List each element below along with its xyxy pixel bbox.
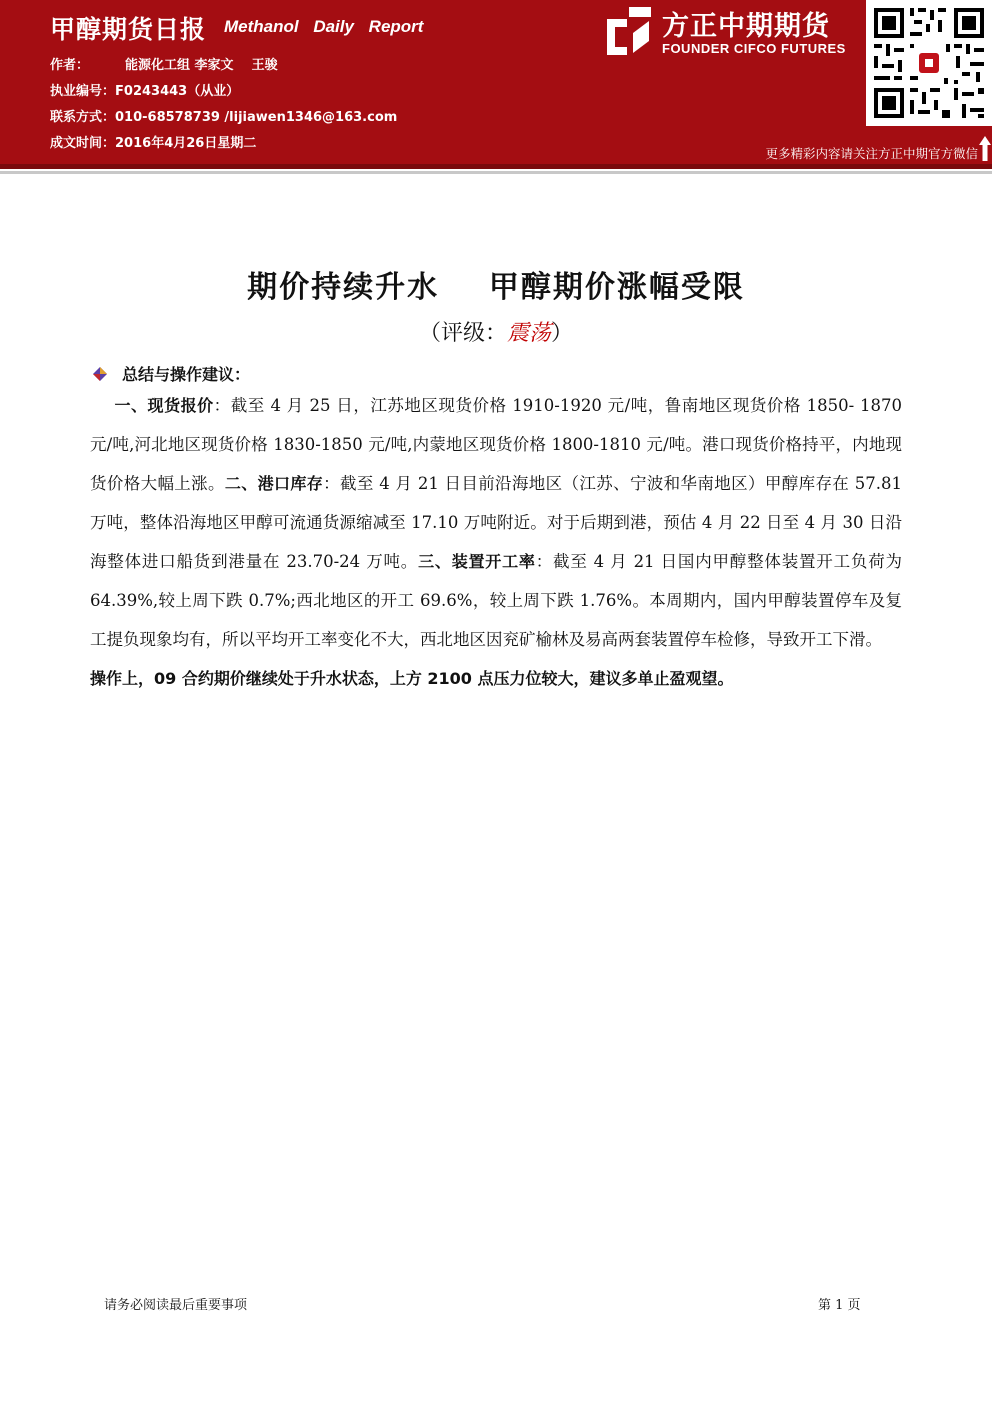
operating-rate-heading: 三、装置开工率 xyxy=(418,552,536,571)
port-inventory-heading: 二、港口库存 xyxy=(224,474,324,493)
summary-body xyxy=(90,386,902,698)
port-inventory-text: 截至 4 月 21 日目前沿海地区（江苏、宁波和华南地区）甲醇库存在 57.81 万吨，整体沿海地区甲醇可流通货源缩减至 17.10 万吨附近。对于后期到港，预估 4 月 22 日至 4 月 30 日沿海整体进口船货到港量在 23.70-24 万吨。 xyxy=(90,474,903,571)
rating-suffix: ） xyxy=(551,321,574,346)
license-line xyxy=(50,80,239,99)
rating-prefix: （评级： xyxy=(418,321,507,346)
section-heading xyxy=(92,362,250,385)
report-header xyxy=(0,0,992,164)
report-title-en: Methanol Daily Report xyxy=(224,17,424,36)
author-value: 能源化工组 李家文 王骏 xyxy=(125,58,278,73)
author-label: 作者： xyxy=(50,58,90,73)
page-number: 第 1 页 xyxy=(818,1298,861,1313)
founder-logo-icon xyxy=(603,5,655,57)
section-title: 总结与操作建议： xyxy=(122,365,251,384)
contact-label: 联系方式： xyxy=(50,110,116,125)
bullet-diamond-icon xyxy=(92,366,108,382)
footer-notice: 请务必阅读最后重要事项 xyxy=(104,1298,248,1313)
wechat-qr-code xyxy=(866,0,992,126)
operating-rate-text: 截至 4 月 21 日国内甲醇整体装置开工负荷为 64.39%,较上周下跌 0.7%;西北地区的开工 69.6%，较上周下跌 1.76%。本周期内，国内甲醇装置停车及复工提负现象均有，所以平均开工率变化不大，西北地区因兖矿榆林及易高两套装置停车检修，导致开工下滑。 xyxy=(90,552,903,649)
date-value: 2016年4月26日星期二 xyxy=(115,136,257,151)
brand-name-en: FOUNDER CIFCO FUTURES xyxy=(662,41,846,56)
header-divider-light xyxy=(0,171,992,174)
contact-value: 010-68578739 /lijiawen1346@163.com xyxy=(115,110,398,125)
license-label: 执业编号： xyxy=(50,84,116,99)
rating-value: 震荡 xyxy=(506,321,551,346)
rating-line xyxy=(0,316,992,347)
author-line xyxy=(50,54,278,73)
arrow-up-icon xyxy=(978,134,992,162)
header-divider xyxy=(0,164,992,169)
brand-name-cn: 方正中期期货 xyxy=(662,11,830,42)
date-label: 成文时间： xyxy=(50,136,116,151)
spot-price-colon: ： xyxy=(213,396,231,415)
report-title-cn: 甲醇期货日报 xyxy=(50,15,207,44)
license-value: F0243443（从业） xyxy=(115,84,240,99)
trading-advice: 操作上，09 合约期价继续处于升水状态，上方 2100 点压力位较大，建议多单止盈观望。 xyxy=(90,669,734,688)
port-inventory-colon: ： xyxy=(323,474,340,493)
spot-price-text: 截至 4 月 25 日，江苏地区现货价格 1910-1920 元/吨，鲁南地区现货价格 1850- 1870 元/吨,河北地区现货价格 1830-1850 元/吨,内蒙地区现货价格 1800-1810 元/吨。港口现货价格持平，内地现货价格大幅上涨。 xyxy=(90,396,902,493)
follow-wechat-text: 更多精彩内容请关注方正中期官方微信 xyxy=(765,146,978,161)
date-line xyxy=(50,132,256,151)
spot-price-heading: 一、现货报价 xyxy=(114,396,214,415)
document-title: 期价持续升水 甲醇期价涨幅受限 xyxy=(247,270,745,305)
operating-rate-colon: ： xyxy=(535,552,554,571)
contact-line xyxy=(50,106,397,125)
